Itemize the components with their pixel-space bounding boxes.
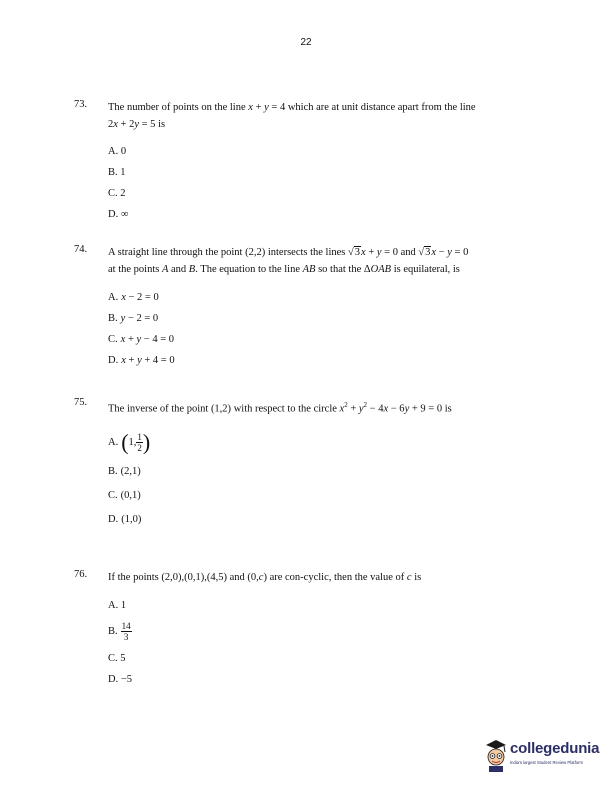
- question-text: A straight line through the point (2,2) intersects the lines √3x + y = 0 and √3x − y = 0 at the points A and B. The equation to the line AB so that the ΔOAB is equilateral, is: [108, 247, 469, 275]
- mascot-icon: [482, 737, 510, 773]
- option-c[interactable]: C. 5: [108, 653, 126, 664]
- option-d[interactable]: D. ∞: [108, 209, 129, 220]
- options: [108, 287, 175, 371]
- question-text: If the points (2,0),(0,1),(4,5) and (0,c) are con-cyclic, then the value of c is: [108, 572, 422, 583]
- question-number: 76.: [74, 569, 88, 580]
- option-b[interactable]: B. y − 2 = 0: [108, 313, 159, 324]
- option-d[interactable]: D. −5: [108, 674, 133, 685]
- option-c[interactable]: C. 2: [108, 188, 126, 199]
- page-number: 22: [300, 37, 312, 48]
- option-c[interactable]: C. (0,1): [108, 490, 141, 501]
- question-text: The number of points on the line x + y = 4 which are at unit distance apart from the line 2x + 2y = 5 is: [108, 102, 476, 130]
- options: [108, 141, 128, 225]
- logo-wordmark: collegedunia: [510, 740, 600, 757]
- options: [108, 595, 132, 690]
- question-text: The inverse of the point (1,2) with respect to the circle $x^2 + y^2 - 4x - 6y + 9 = 0$ is: [108, 401, 452, 415]
- option-c[interactable]: C. x + y − 4 = 0: [108, 334, 174, 345]
- options: [108, 425, 150, 533]
- option-d[interactable]: D. x + y + 4 = 0: [108, 355, 175, 366]
- option-b[interactable]: B. 1: [108, 167, 126, 178]
- option-a[interactable]: A. 1: [108, 600, 127, 611]
- option-d[interactable]: D. (1,0): [108, 514, 142, 525]
- option-a[interactable]: A. (1, $\frac{1}{2}$ ): [108, 429, 151, 455]
- question-number: 73.: [74, 99, 88, 110]
- collegedunia-logo[interactable]: [482, 737, 602, 775]
- option-a[interactable]: A. x − 2 = 0: [108, 292, 159, 303]
- logo-tagline: India's largest Student Review Platform: [510, 760, 583, 765]
- option-a[interactable]: A. 0: [108, 146, 127, 157]
- question-number: 74.: [74, 244, 88, 255]
- option-b[interactable]: B. (2,1): [108, 466, 141, 477]
- question-number: 75.: [74, 397, 88, 408]
- option-b[interactable]: B. $\frac{14}{3}$: [108, 621, 131, 643]
